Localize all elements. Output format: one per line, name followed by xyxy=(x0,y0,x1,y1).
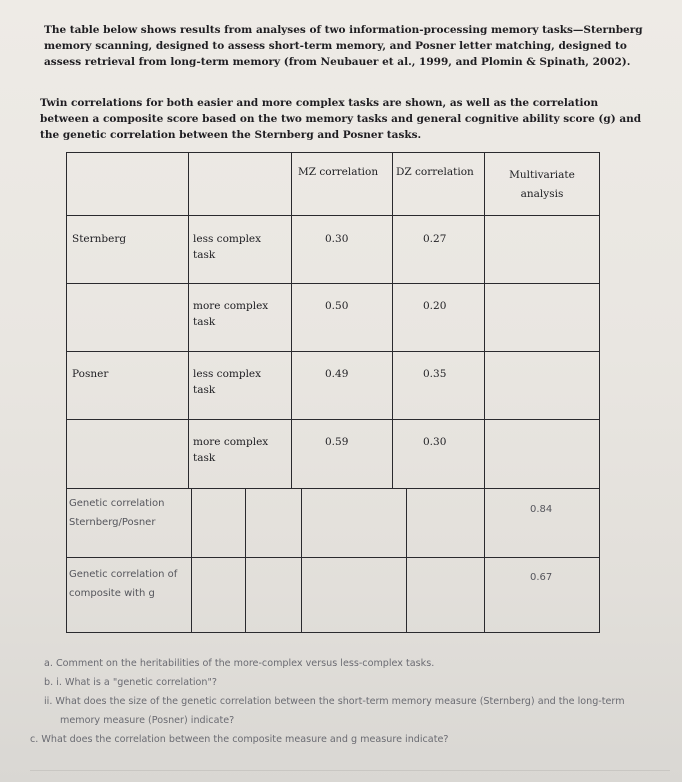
question-list xyxy=(26,654,666,749)
table-rule xyxy=(66,557,600,558)
question-b-ii: ii. What does the size of the genetic correlation between the short-term memory measure (Sternberg) and the long-term memory measure (Posner) indicate? xyxy=(44,696,625,726)
table-rule xyxy=(599,152,600,633)
question-b-i: b. i. What is a "genetic correlation"? xyxy=(44,677,217,688)
table-rule xyxy=(191,488,192,633)
genetic-correlation-value: 0.67 xyxy=(530,572,553,583)
row-task-label: Sternberg xyxy=(72,233,127,245)
header-mz-correlation: MZ correlation xyxy=(298,166,379,178)
dz-value: 0.30 xyxy=(423,436,447,448)
dz-value: 0.20 xyxy=(423,300,447,312)
twin-correlation-table xyxy=(66,152,600,632)
intro-paragraph-1: The table below shows results from analyses of two information-processing memory tasks—Sternberg memory scanning, designed to assess short-term memory, and Posner letter matching, designed to assess retrieval from long-term memory (from Neubauer et al., 1999, and Plomin & Spinath, 2002). xyxy=(44,24,643,68)
dz-value: 0.35 xyxy=(423,368,447,380)
table-rule xyxy=(291,152,292,488)
table-rule xyxy=(392,152,393,488)
row-complexity-label: less complex task xyxy=(193,233,262,261)
mz-value: 0.30 xyxy=(325,233,349,245)
genetic-correlation-label: Genetic correlation of composite with g xyxy=(69,569,178,599)
row-complexity-label: less complex task xyxy=(193,368,262,396)
mz-value: 0.50 xyxy=(325,300,349,312)
question-a: a. Comment on the heritabilities of the more-complex versus less-complex tasks. xyxy=(44,658,435,669)
table-rule xyxy=(66,488,600,489)
table-rule xyxy=(66,215,600,216)
table-rule xyxy=(66,351,600,352)
row-task-label: Posner xyxy=(72,368,109,380)
table-rule xyxy=(66,152,67,633)
row-complexity-label: more complex task xyxy=(193,436,269,464)
table-rule xyxy=(66,283,600,284)
intro-paragraph-2: Twin correlations for both easier and more complex tasks are shown, as well as the correlation between a composite score based on the two memory tasks and general cognitive ability score (g) and the genetic correlation between the Sternberg and Posner tasks. xyxy=(40,97,642,141)
mz-value: 0.59 xyxy=(325,436,349,448)
table-rule xyxy=(406,488,407,633)
table-rule xyxy=(245,488,246,633)
table-rule xyxy=(484,152,485,633)
genetic-correlation-value: 0.84 xyxy=(530,504,553,515)
table-rule xyxy=(66,632,600,633)
table-rule xyxy=(66,152,600,153)
mz-value: 0.49 xyxy=(325,368,349,380)
header-multivariate-analysis: Multivariate analysis xyxy=(509,169,575,200)
table-rule xyxy=(66,419,600,420)
header-dz-correlation: DZ correlation xyxy=(396,166,474,178)
table-rule xyxy=(301,488,302,633)
table-rule xyxy=(188,152,189,488)
dz-value: 0.27 xyxy=(423,233,447,245)
genetic-correlation-label: Genetic correlation Sternberg/Posner xyxy=(69,498,165,528)
question-c: c. What does the correlation between the composite measure and g measure indicate? xyxy=(30,734,449,745)
row-complexity-label: more complex task xyxy=(193,300,269,328)
answer-line xyxy=(30,770,670,771)
